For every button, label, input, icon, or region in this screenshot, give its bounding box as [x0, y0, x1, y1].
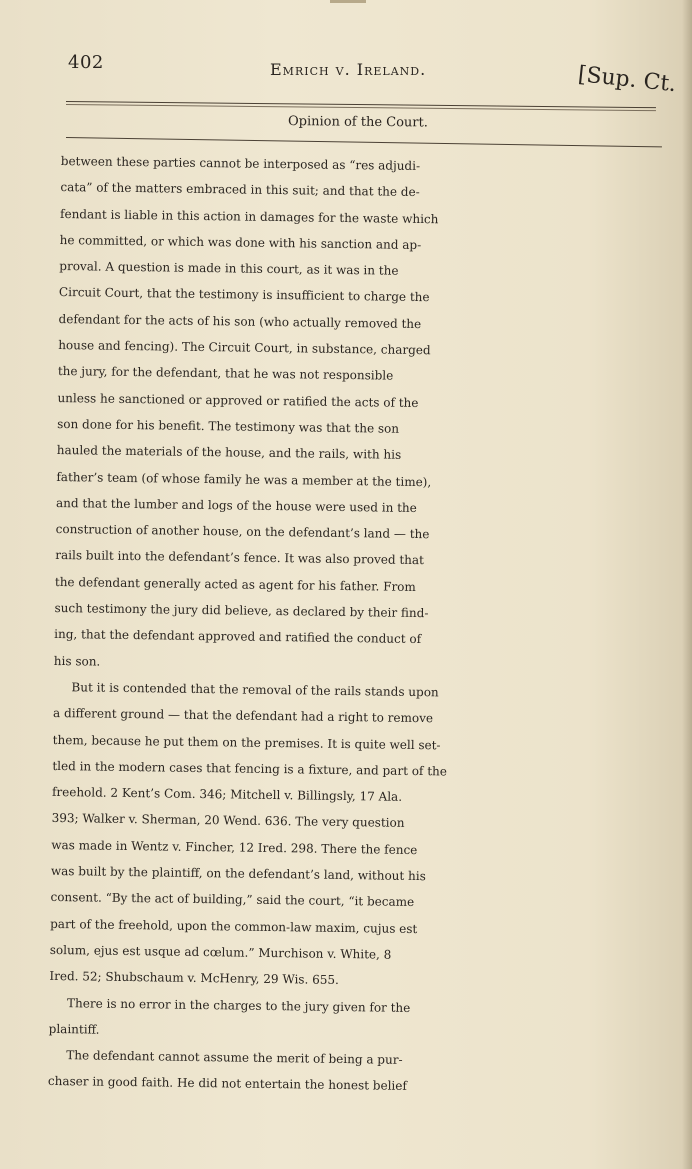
text-line: There is no error in the charges to the jury given for the: [66, 995, 411, 1015]
section-heading: Opinion of the Court.: [287, 114, 428, 131]
text-line: the defendant generally acted as agent for his father. From: [54, 574, 416, 594]
text-line: chaser in good faith. He did not entertain the honest belief: [47, 1074, 407, 1094]
text-line: house and fencing). The Circuit Court, in substance, charged: [58, 338, 431, 358]
text-line: son done for his benefit. The testimony was that the son: [57, 416, 400, 436]
page-header: [0, 0, 692, 140]
opinion-text: [47, 148, 661, 1168]
text-line: the jury, for the defendant, that he was not responsible: [57, 364, 394, 384]
text-line: a different ground — that the defendant had a right to remove: [53, 706, 434, 726]
text-line: plaintiff.: [48, 1021, 100, 1037]
text-line: he committed, or which was done with his sanction and ap-: [59, 232, 422, 252]
text-line: proval. A question is made in this court, as it was in the: [59, 259, 399, 278]
text-line: construction of another house, on the defendant’s land — the: [55, 522, 430, 542]
text-line: was made in Wentz v. Fincher, 12 Ired. 298. There the fence: [51, 837, 418, 857]
page-edge-shadow: [682, 0, 692, 1169]
text-line: his son.: [53, 653, 101, 669]
text-line: rails built into the defendant’s fence. It was also proved that: [55, 548, 424, 568]
text-line: defendant for the acts of his son (who actually removed the: [58, 311, 422, 331]
header-rule-bottom: [66, 137, 662, 147]
page-number: 402: [68, 52, 104, 73]
court-tag: [Sup. Ct.: [576, 62, 678, 98]
text-line: freehold. 2 Kent’s Com. 346; Mitchell v. Billingsly, 17 Ala.: [51, 785, 403, 804]
text-line: them, because he put them on the premises. It is quite well set-: [52, 732, 441, 752]
text-line: between these parties cannot be interposed as “res adjudi-: [60, 153, 421, 174]
text-line: Ired. 52; Shubschaum v. McHenry, 29 Wis. 655.: [49, 969, 339, 988]
text-line: tled in the modern cases that fencing is a fixture, and part of the: [52, 758, 448, 779]
text-line: fendant is liable in this action in damages for the waste which: [59, 206, 439, 226]
text-line: part of the freehold, upon the common-law maxim, cujus est: [50, 916, 418, 936]
text-line: Circuit Court, that the testimony is insufficient to charge the: [58, 285, 430, 305]
text-line: 393; Walker v. Sherman, 20 Wend. 636. The very question: [51, 811, 405, 831]
text-line: and that the lumber and logs of the house were used in the: [55, 495, 417, 515]
text-line: ing, that the defendant approved and ratified the conduct of: [54, 627, 422, 647]
text-line: was built by the plaintiff, on the defendant’s land, without his: [50, 863, 426, 884]
text-line: consent. “By the act of building,” said the court, “it became: [50, 890, 415, 910]
text-line: father’s team (of whose family he was a member at the time),: [56, 469, 432, 489]
text-line: cata” of the matters embraced in this suit; and that the de-: [60, 180, 420, 200]
text-line: The defendant cannot assume the merit of being a pur-: [66, 1048, 403, 1067]
text-line: such testimony the jury did believe, as declared by their find-: [54, 601, 429, 621]
text-line: unless he sanctioned or approved or ratified the acts of the: [57, 390, 419, 410]
running-title: Emrich v. Ireland.: [270, 60, 427, 79]
text-line: hauled the materials of the house, and the rails, with his: [56, 443, 402, 463]
text-line: solum, ejus est usque ad cœlum.” Murchison v. White, 8: [49, 942, 392, 962]
text-line: But it is contended that the removal of the rails stands upon: [71, 680, 439, 700]
